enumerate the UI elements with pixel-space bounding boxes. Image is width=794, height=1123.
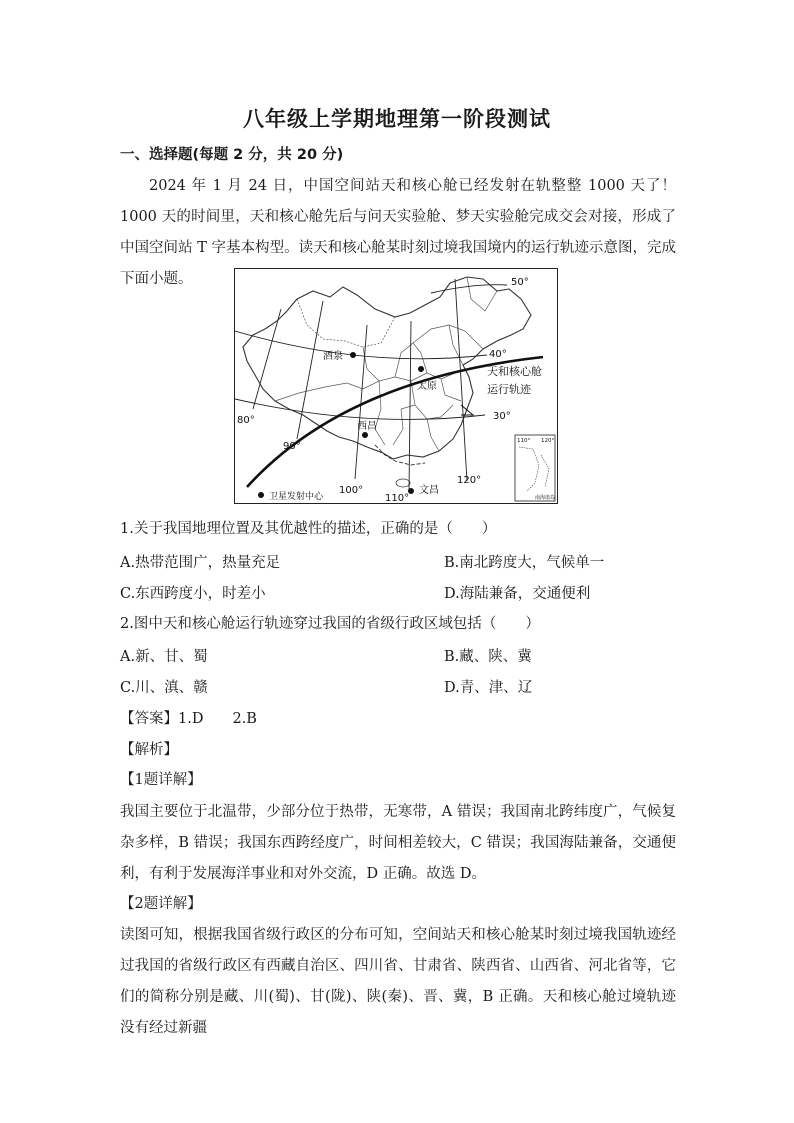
- detail-2-text: 读图可知，根据我国省级行政区的分布可知，空间站天和核心舱某时刻过境我国轨迹经过我国的省级行政区有西藏自治区、四川省、甘肃省、陕西省、山西省、河北省等，它们的简称分别是藏、川(蜀)、甘(陇)、陕(秦)、晋、冀，B 正确。天和核心舱过境轨迹没有经过新疆: [120, 927, 676, 1036]
- city-jiuquan: 酒泉: [323, 351, 343, 362]
- svg-text:南海诸岛: 南海诸岛: [535, 495, 556, 501]
- lat-label-50: 50°: [511, 277, 529, 288]
- orbit-label-line2: 运行轨迹: [487, 383, 531, 396]
- analysis-label: 【解析】: [120, 742, 178, 758]
- legend-dot: [258, 492, 264, 498]
- city-wenchang: 文昌: [419, 485, 439, 496]
- legend-label: 卫星发射中心: [269, 492, 324, 502]
- svg-text:120°: 120°: [541, 438, 555, 444]
- longitude-90: [297, 301, 323, 439]
- longitude-120: [455, 279, 467, 481]
- orbit-map: [234, 268, 558, 504]
- question-1: 1.关于我国地理位置及其优越性的描述，正确的是（ ）: [120, 521, 497, 537]
- china-map-svg: [235, 269, 557, 503]
- lon-label-90: 90°: [283, 441, 301, 452]
- detail-1-label: 【1题详解】: [120, 772, 202, 788]
- page-title: 八年级上学期地理第一阶段测试: [243, 106, 551, 131]
- q2-option-a[interactable]: A.新、甘、蜀: [120, 649, 208, 665]
- latitude-40: [235, 331, 487, 359]
- q1-option-d[interactable]: D.海陆兼备，交通便利: [444, 586, 591, 602]
- question-2: 2.图中天和核心舱运行轨迹穿过我国的省级行政区域包括（ ）: [120, 616, 540, 632]
- q1-option-b[interactable]: B.南北跨度大，气候单一: [444, 555, 605, 571]
- q1-option-c[interactable]: C.东西跨度小，时差小: [120, 586, 266, 602]
- lat-label-40: 40°: [489, 349, 507, 360]
- detail-1-text: 我国主要位于北温带，少部分位于热带，无寒带，A 错误；我国南北跨纬度广，气候复杂多样，B 错误；我国东西跨经度广，时间相差较大，C 错误；我国海陆兼备，交通便利，有利于发展海洋事业和对外交流，D 正确。故选 D。: [120, 804, 676, 882]
- south-china-sea-inset: [515, 435, 555, 501]
- answer-text: 1.D 2.B: [178, 711, 257, 727]
- answer-line: [120, 707, 257, 728]
- city-dot-jiuquan: [350, 352, 356, 358]
- intro-paragraph: 2024 年 1 月 24 日，中国空间站天和核心舱已经发射在轨整整 1000 天了！1000 天的时间里，天和核心舱先后与问天实验舱、梦天实验舱完成交会对接，形成了中国空间站 T 字基本构型。读天和核心舱某时刻过境我国境内的运行轨迹示意图，完成下面小题。: [120, 178, 676, 287]
- city-dot-taiyuan: [418, 366, 424, 372]
- detail-2-label: 【2题详解】: [120, 896, 202, 912]
- city-taiyuan: 太原: [417, 381, 437, 392]
- q2-option-c[interactable]: C.川、滇、赣: [120, 680, 208, 696]
- longitude-80: [253, 309, 281, 409]
- lat-label-30: 30°: [493, 411, 511, 422]
- q1-option-a[interactable]: A.热带范围广，热量充足: [120, 555, 281, 571]
- answer-label: 【答案】: [120, 711, 178, 727]
- city-xichang: 西昌: [357, 421, 377, 432]
- lon-label-80: 80°: [237, 415, 255, 426]
- q2-option-b[interactable]: B.藏、陕、冀: [444, 649, 532, 665]
- lon-label-120: 120°: [457, 475, 482, 486]
- section-heading: 一、选择题(每题 2 分，共 20 分): [120, 147, 344, 163]
- city-dot-xichang: [362, 432, 368, 438]
- lon-label-110: 110°: [385, 493, 410, 503]
- orbit-label-line1: 天和核心舱: [487, 365, 542, 378]
- svg-text:110°: 110°: [517, 438, 531, 444]
- lon-label-100: 100°: [339, 485, 364, 496]
- q2-option-d[interactable]: D.青、津、辽: [444, 680, 533, 696]
